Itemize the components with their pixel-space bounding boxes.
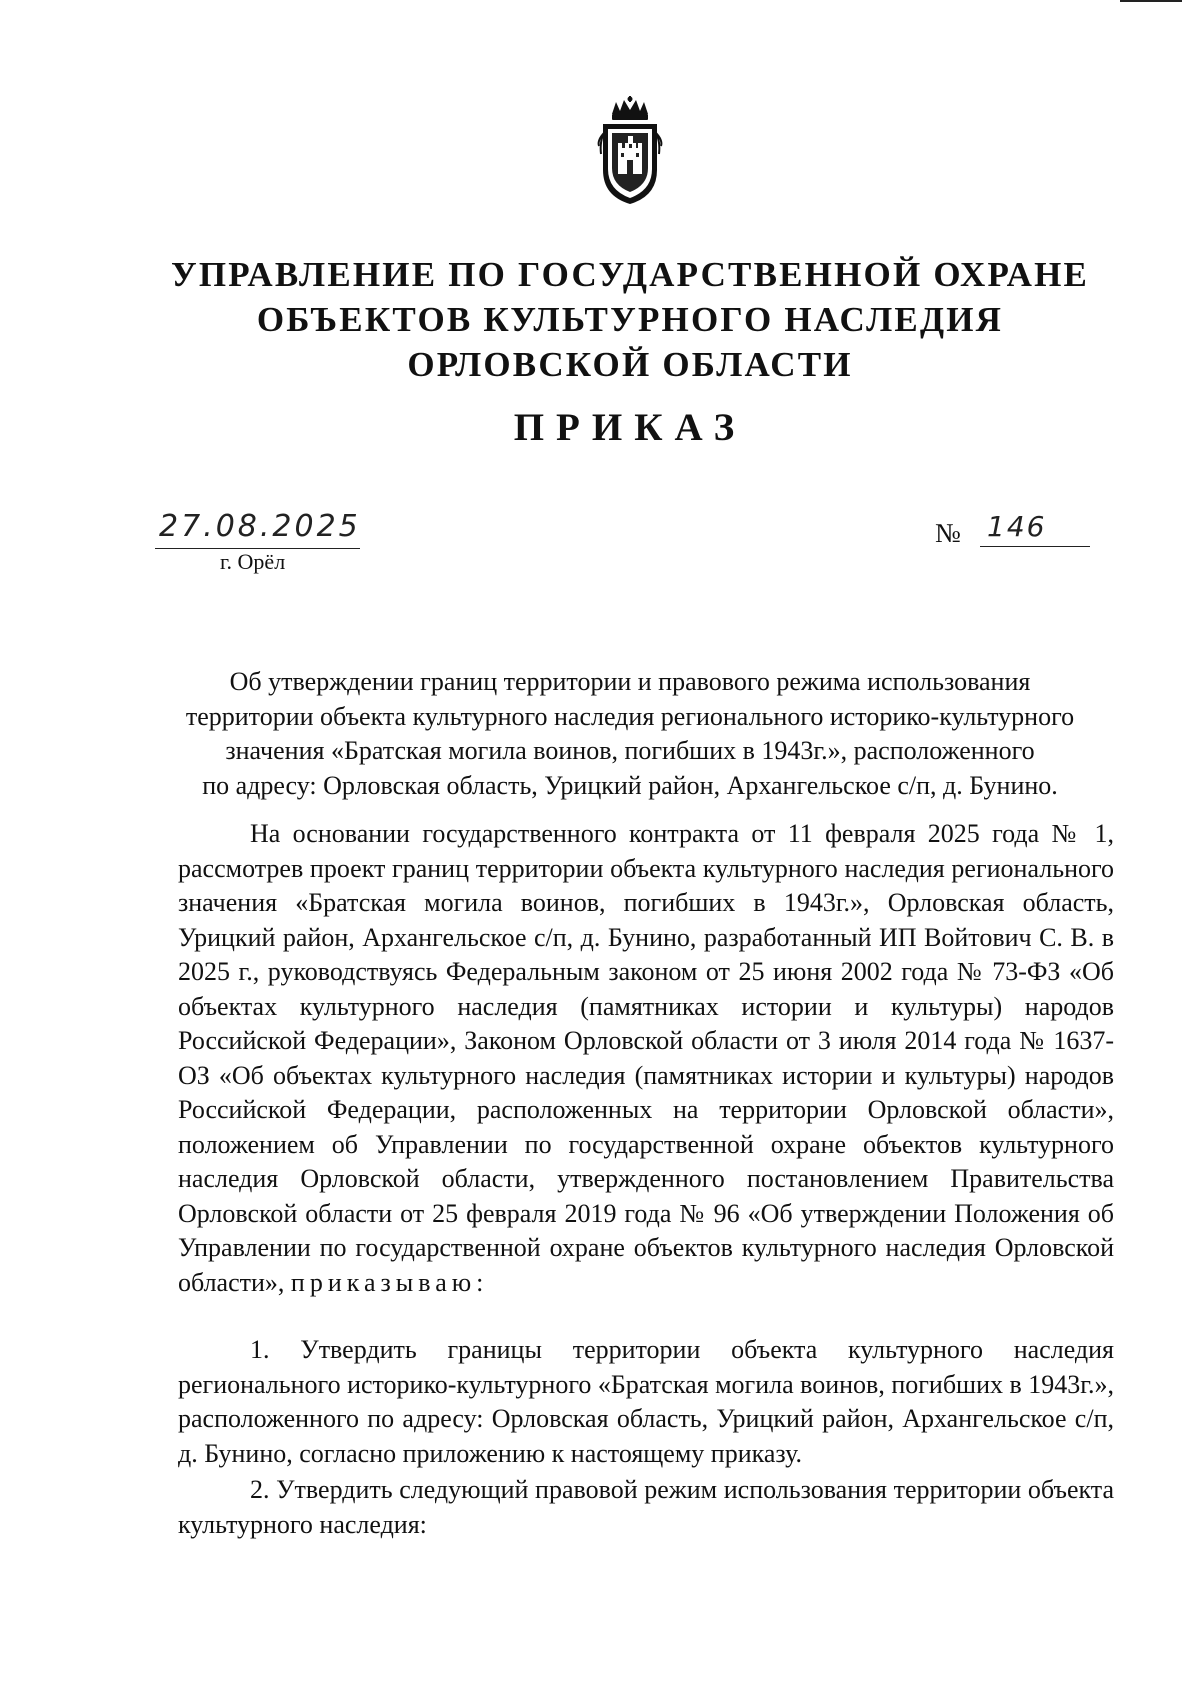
subject-line-1: Об утверждении границ территории и правового режима использования — [229, 667, 1031, 696]
subject-line-3: значения «Братская могила воинов, погибших в 1943г.», расположенного — [225, 736, 1035, 765]
org-line-3: ОРЛОВСКОЙ ОБЛАСТИ — [407, 345, 853, 384]
preamble-text: На основании государственного контракта от 11 февраля 2025 года № 1, рассмотрев проект границ территории объекта культурного наследия регионального значения «Братская могила воинов, погибших в 1943г.», Орловская область, Урицкий район, Архангельское с/п, д. Бунино, разработанный ИП Войтович С. В. в 2025 г., руководствуясь Федеральным законом от 25 июня 2002 года № 73-ФЗ «Об объектах культурного наследия (памятниках истории и культуры) народов Российской Федерации», Законом Орловской области от 3 июля 2014 года № 1637-ОЗ «Об объектах культурного наследия (памятниках истории и культуры) народов Российской Федерации, расположенных на территории Орловской области», положением об Управлении по государственной охране объектов культурного наследия Орловской области, утвержденного постановлением Правительства Орловской области от 25 февраля 2019 года № 96 «Об утверждении Положения об Управлении по государственной охране объектов культурного наследия Орловской области», — [178, 819, 1114, 1297]
subject-line-2: территории объекта культурного наследия регионального историко-культурного — [185, 701, 1075, 731]
number-label: № — [935, 518, 961, 548]
order-item-2: 2. Утвердить следующий правовой режим использования территории объекта культурного наследия: — [178, 1475, 1114, 1539]
preamble-paragraph — [178, 817, 1114, 1300]
org-line-2: ОБЪЕКТОВ КУЛЬТУРНОГО НАСЛЕДИЯ — [256, 300, 1004, 339]
subject-line-4: по адресу: Орловская область, Урицкий район, Архангельское с/п, д. Бунино. — [202, 770, 1058, 800]
document-city: г. Орёл — [220, 549, 286, 574]
number-underline — [980, 546, 1090, 547]
coat-of-arms-icon — [585, 96, 675, 208]
order-word: приказываю: — [290, 1267, 489, 1297]
document-number — [935, 510, 1085, 550]
top-edge-rule — [1120, 0, 1182, 2]
order-body — [178, 817, 1114, 1542]
handwritten-number: 146 — [987, 510, 1047, 543]
order-item-1: 1. Утвердить границы территории объекта культурного наследия регионального историко-культурного «Братская могила воинов, погибших в 1943г.», расположенного по адресу: Орловская область, Урицкий район, Архангельское с/п, д. Бунино, согласно приложению к настоящему приказу. — [178, 1335, 1114, 1468]
handwritten-date: 27.08.2025 — [155, 510, 360, 549]
order-subject — [150, 665, 1110, 803]
document-type-title: ПРИКАЗ — [513, 406, 747, 449]
org-line-1: УПРАВЛЕНИЕ ПО ГОСУДАРСТВЕННОЙ ОХРАНЕ — [170, 255, 1090, 294]
organization-name — [100, 252, 1160, 387]
document-date — [155, 510, 360, 549]
